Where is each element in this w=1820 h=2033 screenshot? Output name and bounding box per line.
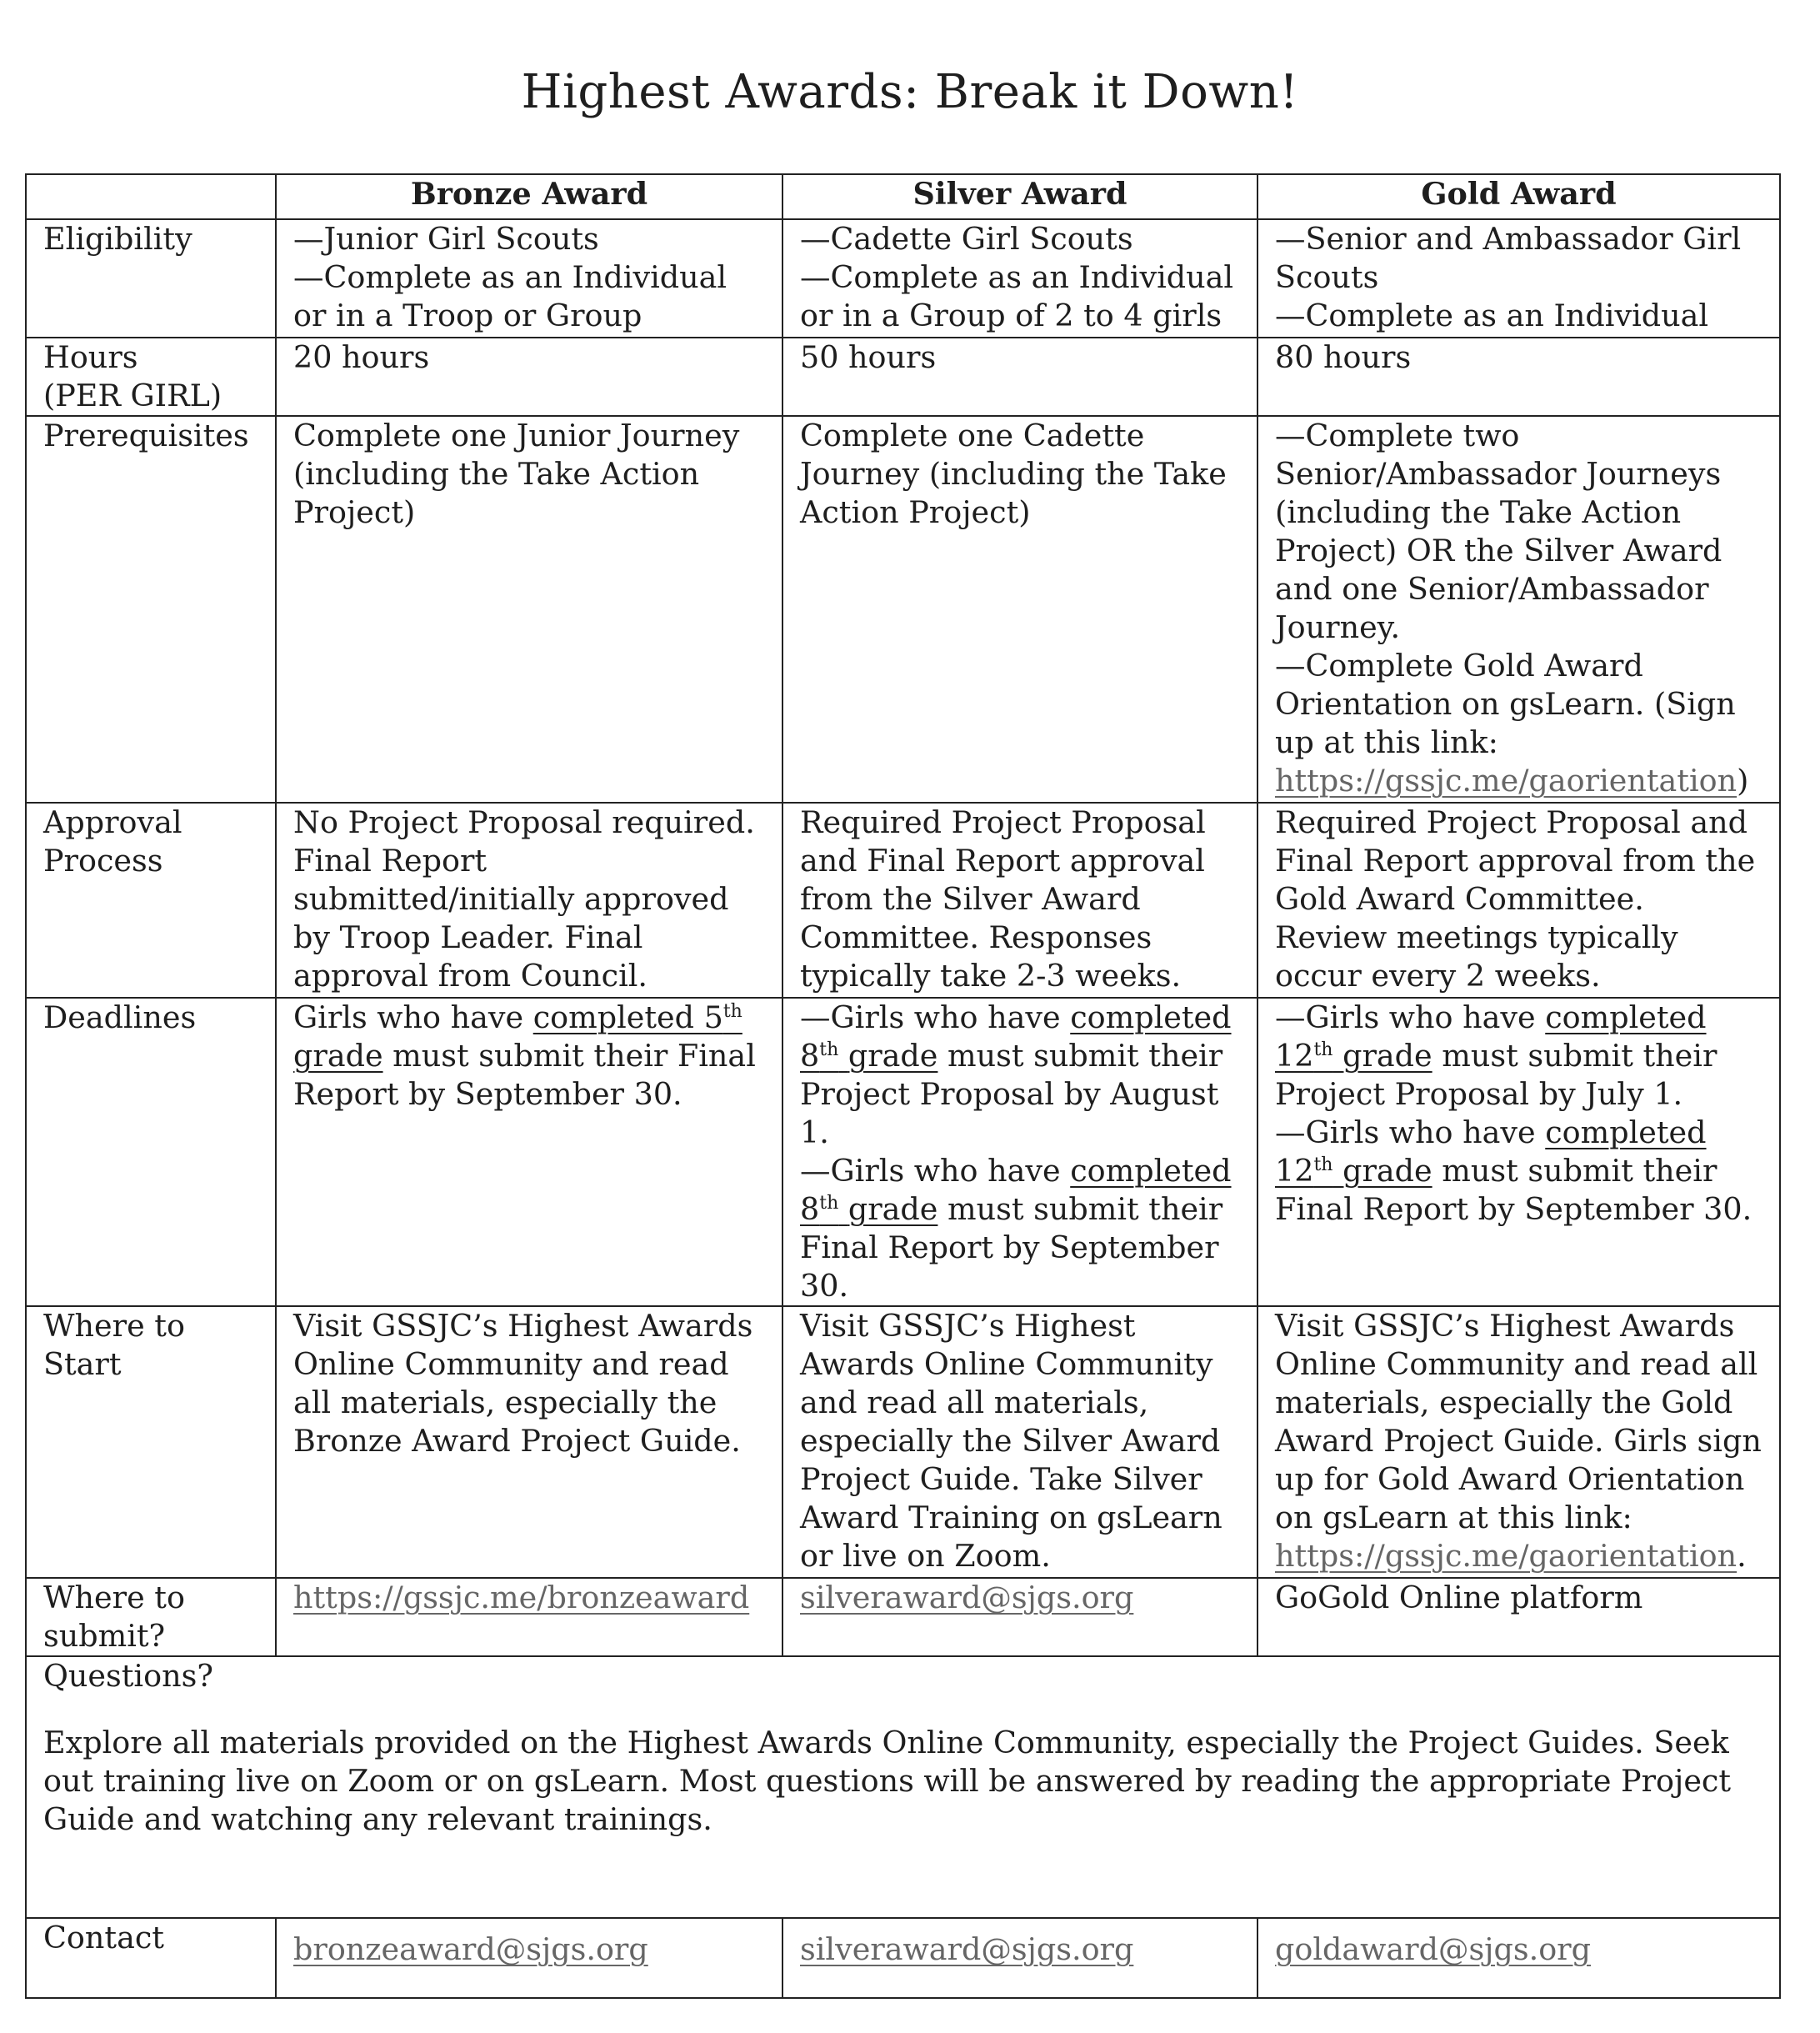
header-bronze: Bronze Award: [276, 174, 782, 219]
eligibility-gold: [1258, 219, 1780, 338]
eligibility-bronze: [276, 219, 782, 338]
deadline-text: must submit their Final Report by September 30.: [1275, 1153, 1752, 1227]
deadline-text: must submit their Project Proposal by August 1.: [800, 1038, 1223, 1150]
eligibility-gold-line: —Complete as an Individual: [1275, 298, 1709, 333]
where-to-start-gold-text: Visit GSSJC’s Highest Awards Online Community and read all materials, especially the Gold Award Project Guide. Girls sign up for Gold Award Orientation on gsLearn at this link:: [1275, 1308, 1762, 1535]
deadline-text: Girls who have: [293, 999, 533, 1035]
approval-silver: Required Project Proposal and Final Report approval from the Silver Award Committee. Responses typically take 2-3 weeks.: [782, 803, 1258, 998]
prerequisites-gold: [1258, 416, 1780, 803]
deadline-grade-word: grade: [1342, 1038, 1432, 1074]
deadline-sup: th: [722, 1000, 742, 1022]
deadline-sup: th: [819, 1039, 839, 1060]
awards-table: [25, 173, 1781, 1999]
deadline-item: [800, 999, 1240, 1152]
eligibility-silver-line: —Cadette Girl Scouts: [800, 221, 1133, 257]
eligibility-bronze-line: —Complete as an Individual or in a Troop or Group: [293, 259, 728, 333]
bronze-contact-email-link[interactable]: bronzeaward@sjgs.org: [293, 1931, 648, 1967]
prerequisites-gold-line: —Complete two Senior/Ambassador Journeys (including the Take Action Project) OR the Silver Award and one Senior/Ambassador Journey.: [1275, 418, 1722, 645]
deadlines-row: [26, 998, 1780, 1306]
approval-bronze: No Project Proposal required. Final Report submitted/initially approved by Troop Leader. Final approval from Council.: [276, 803, 782, 998]
header-gold: Gold Award: [1258, 174, 1780, 219]
prerequisites-silver: Complete one Cadette Journey (including the Take Action Project): [782, 416, 1258, 803]
questions-title: Questions?: [43, 1658, 213, 1694]
deadlines-silver: [782, 998, 1258, 1306]
eligibility-row: [26, 219, 1780, 338]
deadline-grade-text: completed 5: [532, 999, 723, 1035]
approval-gold: Required Project Proposal and Final Report approval from the Gold Award Committee. Review meetings typically occur every 2 weeks.: [1258, 803, 1780, 998]
deadline-grade-word: grade: [1342, 1153, 1432, 1189]
deadline-grade-text: completed 8: [800, 999, 1232, 1074]
row-label-hours: [26, 338, 276, 416]
deadline-item: [1275, 1114, 1762, 1229]
hours-row: [26, 338, 1780, 416]
row-label-approval: Approval Process: [26, 803, 276, 998]
deadline-sup: th: [1313, 1039, 1333, 1060]
contact-row: [26, 1918, 1780, 1998]
row-label-where-to-start: Where to Start: [26, 1306, 276, 1578]
where-to-start-gold-end: .: [1737, 1538, 1747, 1574]
silver-award-email-link[interactable]: silveraward@sjgs.org: [800, 1580, 1134, 1615]
eligibility-bronze-line: —Junior Girl Scouts: [293, 221, 599, 257]
corner-cell: [26, 174, 276, 219]
approval-row: [26, 803, 1780, 998]
gold-orientation-link[interactable]: https://gssjc.me/gaorientation: [1275, 1538, 1738, 1574]
submit-bronze: [276, 1578, 782, 1656]
row-label-prerequisites: Prerequisites: [26, 416, 276, 803]
deadline-text: —Girls who have: [800, 1153, 1071, 1189]
hours-silver: 50 hours: [782, 338, 1258, 416]
contact-bronze: [276, 1918, 782, 1998]
hours-bronze: 20 hours: [276, 338, 782, 416]
deadline-grade-word: grade: [848, 1191, 938, 1227]
deadline-item: [800, 1152, 1240, 1305]
hours-label-line: Hours: [43, 339, 138, 375]
eligibility-silver-line: —Complete as an Individual or in a Group of 2 to 4 girls: [800, 259, 1234, 333]
row-label-where-to-submit: Where to submit?: [26, 1578, 276, 1656]
where-to-submit-row: [26, 1578, 1780, 1656]
eligibility-silver: [782, 219, 1258, 338]
hours-gold: 80 hours: [1258, 338, 1780, 416]
gold-orientation-link[interactable]: https://gssjc.me/gaorientation: [1275, 763, 1738, 799]
deadline-text: must submit their Final Report by September 30.: [293, 1038, 756, 1112]
where-to-start-row: [26, 1306, 1780, 1578]
questions-cell: [26, 1656, 1780, 1918]
deadline-text: —Girls who have: [1275, 999, 1546, 1035]
row-label-contact: Contact: [26, 1918, 276, 1998]
prerequisites-row: [26, 416, 1780, 803]
deadline-item: [1275, 999, 1762, 1114]
deadline-text: must submit their Final Report by September 30.: [800, 1191, 1223, 1304]
header-row: [26, 174, 1780, 219]
contact-silver: [782, 1918, 1258, 1998]
submit-gold: GoGold Online platform: [1258, 1578, 1780, 1656]
deadline-text: must submit their Project Proposal by July 1.: [1275, 1038, 1718, 1112]
row-label-eligibility: Eligibility: [26, 219, 276, 338]
questions-row: [26, 1656, 1780, 1918]
deadline-text: —Girls who have: [800, 999, 1071, 1035]
prerequisites-gold-close: ): [1737, 763, 1749, 799]
deadline-text: —Girls who have: [1275, 1114, 1546, 1150]
contact-gold: [1258, 1918, 1780, 1998]
prerequisites-bronze: Complete one Junior Journey (including the Take Action Project): [276, 416, 782, 803]
deadline-grade-word: grade: [848, 1038, 938, 1074]
page-title: Highest Awards: Break it Down!: [521, 65, 1299, 119]
questions-body: Explore all materials provided on the Highest Awards Online Community, especially the Project Guides. Seek out training live on Zoom or on gsLearn. Most questions will be answered by reading the appropriate Project Guide and watching any relevant trainings.: [43, 1725, 1732, 1837]
eligibility-gold-line: —Senior and Ambassador Girl Scouts: [1275, 221, 1742, 295]
where-to-start-gold: [1258, 1306, 1780, 1578]
bronze-award-link[interactable]: https://gssjc.me/bronzeaward: [293, 1580, 750, 1615]
deadline-grade-text: completed 8: [800, 1153, 1232, 1227]
deadlines-gold: [1258, 998, 1780, 1306]
deadline-grade-text: completed 12: [1275, 999, 1707, 1074]
deadline-grade-text: completed 12: [1275, 1114, 1707, 1189]
deadline-grade-word: grade: [293, 1038, 383, 1074]
deadline-sup: th: [819, 1192, 839, 1214]
header-silver: Silver Award: [782, 174, 1258, 219]
prerequisites-gold-text: —Complete Gold Award Orientation on gsLearn. (Sign up at this link:: [1275, 648, 1736, 760]
submit-silver: [782, 1578, 1258, 1656]
deadline-sup: th: [1313, 1154, 1333, 1175]
hours-label-line: (PER GIRL): [43, 378, 222, 413]
deadlines-bronze: [276, 998, 782, 1306]
row-label-deadlines: Deadlines: [26, 998, 276, 1306]
gold-contact-email-link[interactable]: goldaward@sjgs.org: [1275, 1931, 1591, 1967]
where-to-start-silver: Visit GSSJC’s Highest Awards Online Community and read all materials, especially the Silver Award Project Guide. Take Silver Award Training on gsLearn or live on Zoom.: [782, 1306, 1258, 1578]
where-to-start-bronze: Visit GSSJC’s Highest Awards Online Community and read all materials, especially the Bronze Award Project Guide.: [276, 1306, 782, 1578]
silver-contact-email-link[interactable]: silveraward@sjgs.org: [800, 1931, 1134, 1967]
